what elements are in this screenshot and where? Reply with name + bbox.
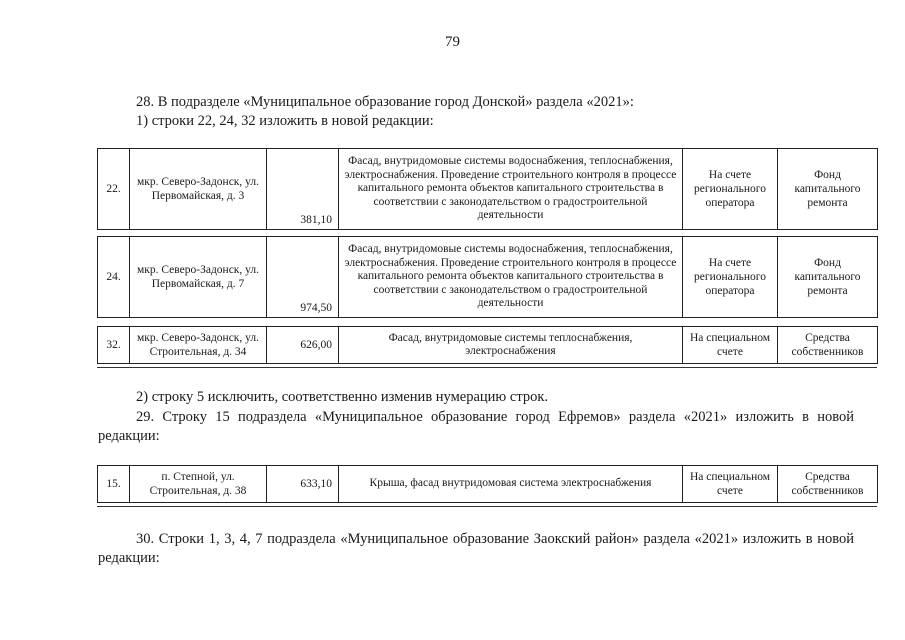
row-account: На счете регионального оператора	[683, 237, 778, 318]
row-funding-source: Фонд капитального ремонта	[778, 237, 878, 318]
table-row-22	[97, 148, 878, 230]
row-address: мкр. Северо-Задонск, ул. Строительная, д. 34	[130, 327, 267, 364]
row-number: 24.	[98, 237, 130, 318]
table-row-15	[97, 465, 878, 503]
row-area: 381,10	[267, 149, 339, 230]
paragraph-28-item-2: 2) строку 5 исключить, соответственно изменив нумерацию строк.	[136, 389, 549, 405]
row-address: мкр. Северо-Задонск, ул. Первомайская, д. 3	[130, 149, 267, 230]
page-number: 79	[445, 34, 460, 50]
row-funding-source: Средства собственников	[778, 327, 878, 364]
row-address: п. Степной, ул. Строительная, д. 38	[130, 466, 267, 503]
row-area: 974,50	[267, 237, 339, 318]
row-account: На специальном счете	[683, 466, 778, 503]
frame-line	[97, 367, 877, 368]
row-works: Фасад, внутридомовые системы водоснабжения, теплоснабжения, электроснабжения. Проведение строительного контроля в процессе капитального ремонта объектов капитального строительства в соответствии с законодательством о градостроительной деятельности	[339, 237, 683, 318]
row-funding-source: Фонд капитального ремонта	[778, 149, 878, 230]
row-address: мкр. Северо-Задонск, ул. Первомайская, д. 7	[130, 237, 267, 318]
row-account: На специальном счете	[683, 327, 778, 364]
row-works: Крыша, фасад внутридомовая система электроснабжения	[339, 466, 683, 503]
row-number: 32.	[98, 327, 130, 364]
table-row-32	[97, 326, 878, 364]
row-account: На счете регионального оператора	[683, 149, 778, 230]
row-area: 633,10	[267, 466, 339, 503]
paragraph-29: 29. Строку 15 подраздела «Муниципальное образование город Ефремов» раздела «2021» изложить в новой редакции:	[98, 409, 854, 444]
row-works: Фасад, внутридомовые системы водоснабжения, теплоснабжения, электроснабжения. Проведение строительного контроля в процессе капитального ремонта объектов капитального строительства в соответствии с законодательством о градостроительной деятельности	[339, 149, 683, 230]
table-row-24	[97, 236, 878, 318]
frame-line	[97, 506, 877, 507]
row-area: 626,00	[267, 327, 339, 364]
paragraph-28: 28. В подразделе «Муниципальное образование город Донской» раздела «2021»:	[136, 94, 634, 110]
row-number: 22.	[98, 149, 130, 230]
row-funding-source: Средства собственников	[778, 466, 878, 503]
paragraph-30: 30. Строки 1, 3, 4, 7 подраздела «Муниципальное образование Заокский район» раздела «2021» изложить в новой редакции:	[98, 531, 854, 566]
row-works: Фасад, внутридомовые системы теплоснабжения, электроснабжения	[339, 327, 683, 364]
paragraph-28-item-1: 1) строки 22, 24, 32 изложить в новой редакции:	[136, 113, 434, 129]
row-number: 15.	[98, 466, 130, 503]
